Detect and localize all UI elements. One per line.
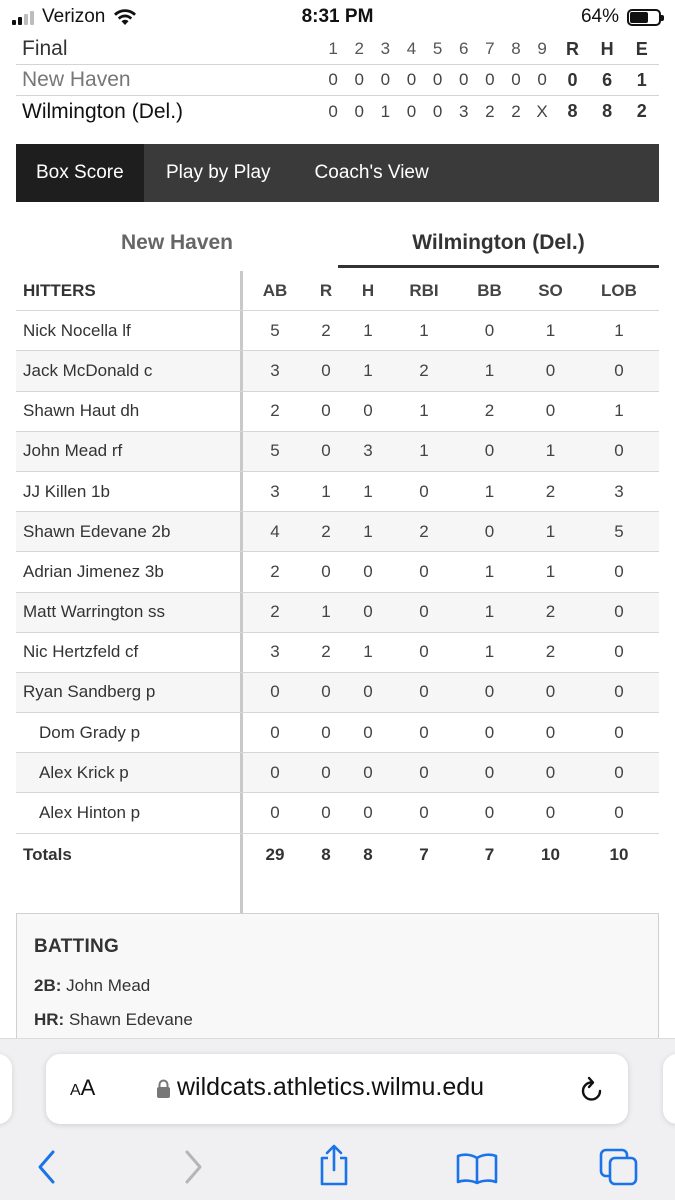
table-row — [16, 472, 659, 512]
stat-r: 0 — [321, 441, 331, 461]
inning-score: 0 — [432, 101, 443, 121]
stat-r: 2 — [321, 521, 331, 541]
inning-header: 5 — [432, 39, 443, 58]
player-name[interactable]: Shawn Edevane 2b — [16, 512, 243, 551]
column-header-so: SO — [538, 280, 563, 300]
stat-lob: 5 — [614, 521, 624, 541]
reload-icon[interactable] — [578, 1074, 606, 1104]
stat-ab: 2 — [270, 561, 280, 581]
browser-chrome — [0, 1038, 675, 1200]
reader-settings-button[interactable] — [70, 1075, 95, 1101]
stat-lob: 0 — [614, 642, 624, 662]
stat-bb: 1 — [484, 642, 495, 662]
hitter-rows — [16, 311, 659, 833]
batting-label: 2B: — [34, 976, 62, 995]
stat-rbi: 0 — [419, 682, 429, 702]
table-row — [16, 673, 659, 713]
stat-ab: 3 — [270, 360, 280, 380]
stat-lob: 3 — [614, 481, 624, 501]
stat-r: 0 — [321, 722, 331, 742]
inning-header: 6 — [458, 39, 469, 58]
player-name[interactable]: Alex Krick p — [16, 753, 243, 792]
stat-lob: 1 — [614, 401, 624, 421]
stat-bb: 1 — [484, 481, 495, 501]
stat-bb: 1 — [484, 561, 495, 581]
stat-h: 1 — [363, 360, 373, 380]
lock-icon — [156, 1079, 171, 1099]
carrier-name: Verizon — [42, 6, 106, 27]
aa-large: A — [80, 1075, 96, 1100]
stat-h: 1 — [363, 320, 373, 340]
stat-so: 2 — [545, 642, 556, 662]
column-header-h: H — [361, 280, 375, 300]
stat-so: 1 — [545, 441, 556, 461]
tabs-icon[interactable] — [598, 1147, 640, 1187]
stat-so: 0 — [545, 401, 556, 421]
stat-ab: 0 — [270, 803, 280, 823]
player-name[interactable]: Adrian Jimenez 3b — [16, 552, 243, 591]
stat-ab: 4 — [270, 521, 280, 541]
errors-header: E — [635, 38, 648, 59]
table-row — [16, 713, 659, 753]
stat-r: 1 — [321, 602, 331, 622]
stat-rbi: 0 — [419, 561, 429, 581]
total-bb: 7 — [484, 844, 495, 864]
stat-bb: 0 — [484, 803, 495, 823]
stat-bb: 0 — [484, 682, 495, 702]
player-name[interactable]: Alex Hinton p — [16, 793, 243, 832]
stat-rbi: 0 — [419, 642, 429, 662]
totals-row — [16, 834, 659, 876]
total-r: 8 — [321, 844, 331, 864]
stat-r: 0 — [321, 401, 331, 421]
stat-bb: 2 — [484, 401, 495, 421]
stat-r: 1 — [321, 481, 331, 501]
stat-ab: 3 — [270, 481, 280, 501]
stat-lob: 0 — [614, 682, 624, 702]
inning-score: 0 — [380, 70, 391, 89]
team-tab-away[interactable]: New Haven — [120, 231, 234, 254]
stat-ab: 3 — [270, 642, 280, 662]
stat-bb: 0 — [484, 521, 495, 541]
stat-lob: 0 — [614, 561, 624, 581]
stat-lob: 0 — [614, 722, 624, 742]
inning-score: 3 — [458, 101, 469, 121]
game-status: Final — [22, 37, 68, 60]
inning-header: 3 — [380, 39, 391, 58]
stat-bb: 0 — [484, 320, 495, 340]
stat-rbi: 0 — [419, 481, 429, 501]
inning-score: 0 — [406, 70, 417, 89]
batting-notes — [16, 913, 659, 1053]
column-header-rbi: RBI — [409, 280, 439, 300]
stat-lob: 1 — [614, 320, 624, 340]
team-switch — [16, 226, 659, 268]
battery-fill — [630, 12, 648, 23]
total-lob: 10 — [609, 844, 629, 864]
stat-rbi: 0 — [419, 722, 429, 742]
stat-h: 1 — [363, 481, 373, 501]
total-h: 8 — [363, 844, 373, 864]
share-icon[interactable] — [316, 1143, 352, 1187]
errors-total: 2 — [636, 101, 647, 121]
batting-line-2b — [34, 976, 641, 996]
stat-r: 0 — [321, 682, 331, 702]
errors-total: 1 — [636, 69, 647, 90]
stat-ab: 0 — [270, 682, 280, 702]
stat-r: 2 — [321, 320, 331, 340]
stat-ab: 2 — [270, 401, 280, 421]
stat-so: 0 — [545, 360, 556, 380]
url-text[interactable]: wildcats.athletics.wilmu.edu — [177, 1073, 485, 1101]
inning-score: X — [536, 101, 548, 121]
batting-title: BATTING — [34, 936, 120, 957]
stat-h: 0 — [363, 401, 373, 421]
stat-so: 2 — [545, 602, 556, 622]
player-name[interactable]: Shawn Haut dh — [16, 392, 243, 431]
stat-lob: 0 — [614, 360, 624, 380]
table-row — [16, 753, 659, 793]
column-header-hitters: HITTERS — [16, 271, 243, 310]
player-name[interactable]: Dom Grady p — [16, 713, 243, 752]
total-so: 10 — [541, 844, 560, 864]
linescore-row-home — [16, 96, 659, 127]
player-name[interactable]: Ryan Sandberg p — [16, 673, 243, 712]
inning-header: 8 — [511, 39, 521, 58]
bookmarks-icon[interactable] — [455, 1151, 499, 1185]
stat-r: 0 — [321, 360, 331, 380]
inning-score: 0 — [328, 70, 338, 89]
stat-bb: 0 — [484, 762, 495, 782]
runs-header: R — [565, 38, 579, 59]
stat-h: 0 — [363, 803, 373, 823]
player-name[interactable]: Matt Warrington ss — [16, 593, 243, 632]
total-rbi: 7 — [419, 844, 429, 864]
inning-score: 0 — [432, 70, 443, 89]
player-name[interactable]: JJ Killen 1b — [16, 472, 243, 511]
runs-total: 0 — [567, 69, 578, 90]
batting-line-hr — [34, 1010, 641, 1030]
stat-r: 0 — [321, 561, 331, 581]
stat-h: 3 — [363, 441, 373, 461]
hitters-table — [16, 271, 659, 918]
inning-header: 9 — [537, 39, 547, 58]
column-header-r: R — [319, 280, 333, 300]
stat-r: 2 — [321, 642, 331, 662]
stat-so: 0 — [545, 803, 556, 823]
column-header-lob: LOB — [601, 280, 637, 300]
stat-lob: 0 — [614, 803, 624, 823]
tab-box-score[interactable]: Box Score — [16, 144, 144, 202]
table-row — [16, 633, 659, 673]
stat-rbi: 0 — [419, 762, 429, 782]
batting-label: HR: — [34, 1010, 65, 1029]
stat-rbi: 0 — [419, 803, 429, 823]
stat-lob: 0 — [614, 602, 624, 622]
inning-score: 0 — [406, 101, 417, 121]
linescore — [16, 34, 659, 127]
inning-score: 0 — [537, 70, 547, 89]
stat-so: 0 — [545, 682, 556, 702]
inning-score: 1 — [380, 101, 391, 121]
hits-header: H — [600, 38, 614, 59]
inning-score: 0 — [354, 101, 364, 121]
table-row — [16, 593, 659, 633]
stat-h: 0 — [363, 722, 373, 742]
inning-score: 0 — [485, 70, 495, 89]
address-bar[interactable] — [46, 1054, 628, 1124]
inning-header: 1 — [328, 39, 338, 58]
runs-total: 8 — [567, 101, 578, 121]
stat-lob: 0 — [614, 441, 624, 461]
stat-h: 1 — [363, 521, 373, 541]
stat-rbi: 2 — [419, 360, 429, 380]
status-bar — [0, 0, 675, 36]
aa-small: A — [70, 1082, 81, 1099]
stat-so: 0 — [545, 722, 556, 742]
player-name[interactable]: Nic Hertzfeld cf — [16, 633, 243, 672]
stat-rbi: 1 — [419, 441, 429, 461]
stat-ab: 5 — [270, 320, 280, 340]
batting-value[interactable]: John Mead — [66, 976, 151, 995]
tab-coachs-view[interactable]: Coach's View — [314, 162, 429, 183]
inning-score: 0 — [458, 70, 469, 89]
previous-tab-card[interactable] — [0, 1054, 12, 1124]
inning-score: 2 — [485, 101, 495, 121]
table-row — [16, 432, 659, 472]
status-time: 8:31 PM — [301, 6, 374, 27]
column-header-bb: BB — [477, 280, 502, 300]
inning-header: 2 — [354, 39, 364, 58]
stat-h: 0 — [363, 561, 373, 581]
linescore-header — [16, 34, 659, 65]
forward-icon[interactable] — [180, 1147, 206, 1187]
stat-ab: 0 — [270, 722, 280, 742]
stat-h: 1 — [363, 642, 373, 662]
hits-total: 6 — [602, 69, 613, 90]
stat-h: 0 — [363, 602, 373, 622]
player-name[interactable]: Nick Nocella lf — [16, 311, 243, 350]
table-spacer — [16, 876, 659, 918]
table-row — [16, 552, 659, 592]
stat-lob: 0 — [614, 762, 624, 782]
inning-header: 7 — [485, 39, 495, 58]
column-header-ab: AB — [262, 280, 288, 300]
view-tabs — [16, 144, 659, 202]
inning-header: 4 — [406, 39, 417, 58]
table-row — [16, 392, 659, 432]
total-ab: 29 — [265, 844, 285, 864]
stat-h: 0 — [363, 682, 373, 702]
team-name: New Haven — [22, 68, 131, 91]
inning-score: 0 — [511, 70, 521, 89]
divider-extension — [16, 876, 243, 918]
stat-so: 1 — [545, 561, 556, 581]
player-name[interactable]: John Mead rf — [16, 432, 243, 471]
table-row — [16, 351, 659, 391]
stat-so: 1 — [545, 521, 556, 541]
stat-bb: 0 — [484, 441, 495, 461]
table-row — [16, 793, 659, 833]
inning-score: 0 — [328, 101, 338, 121]
table-row — [16, 311, 659, 351]
linescore-row-away — [16, 65, 659, 96]
bottom-toolbar — [0, 1143, 675, 1193]
stat-so: 2 — [545, 481, 556, 501]
inning-score: 2 — [511, 101, 521, 121]
stat-ab: 5 — [270, 441, 280, 461]
stat-rbi: 1 — [419, 320, 429, 340]
stat-bb: 1 — [484, 360, 495, 380]
player-name[interactable]: Jack McDonald c — [16, 351, 243, 390]
table-header — [16, 271, 659, 311]
stat-so: 1 — [545, 320, 556, 340]
team-name: Wilmington (Del.) — [22, 99, 184, 123]
stat-r: 0 — [321, 762, 331, 782]
inning-score: 0 — [354, 70, 364, 89]
totals-label: Totals — [16, 834, 243, 876]
stat-r: 0 — [321, 803, 331, 823]
stat-rbi: 2 — [419, 521, 429, 541]
stat-so: 0 — [545, 762, 556, 782]
status-right — [581, 6, 661, 28]
hits-total: 8 — [602, 101, 613, 121]
tab-play-by-play[interactable]: Play by Play — [166, 162, 271, 183]
battery-icon — [627, 9, 661, 26]
back-icon[interactable] — [34, 1147, 60, 1187]
next-tab-card[interactable] — [663, 1054, 675, 1124]
stat-ab: 2 — [270, 602, 280, 622]
stat-h: 0 — [363, 762, 373, 782]
table-row — [16, 512, 659, 552]
stat-bb: 0 — [484, 722, 495, 742]
stat-rbi: 1 — [419, 401, 429, 421]
battery-percent: 64% — [580, 6, 619, 27]
batting-value[interactable]: Shawn Edevane — [68, 1010, 193, 1029]
stat-bb: 1 — [484, 602, 495, 622]
stat-ab: 0 — [270, 762, 280, 782]
stat-rbi: 0 — [419, 602, 429, 622]
team-tab-home[interactable]: Wilmington (Del.) — [338, 226, 659, 268]
